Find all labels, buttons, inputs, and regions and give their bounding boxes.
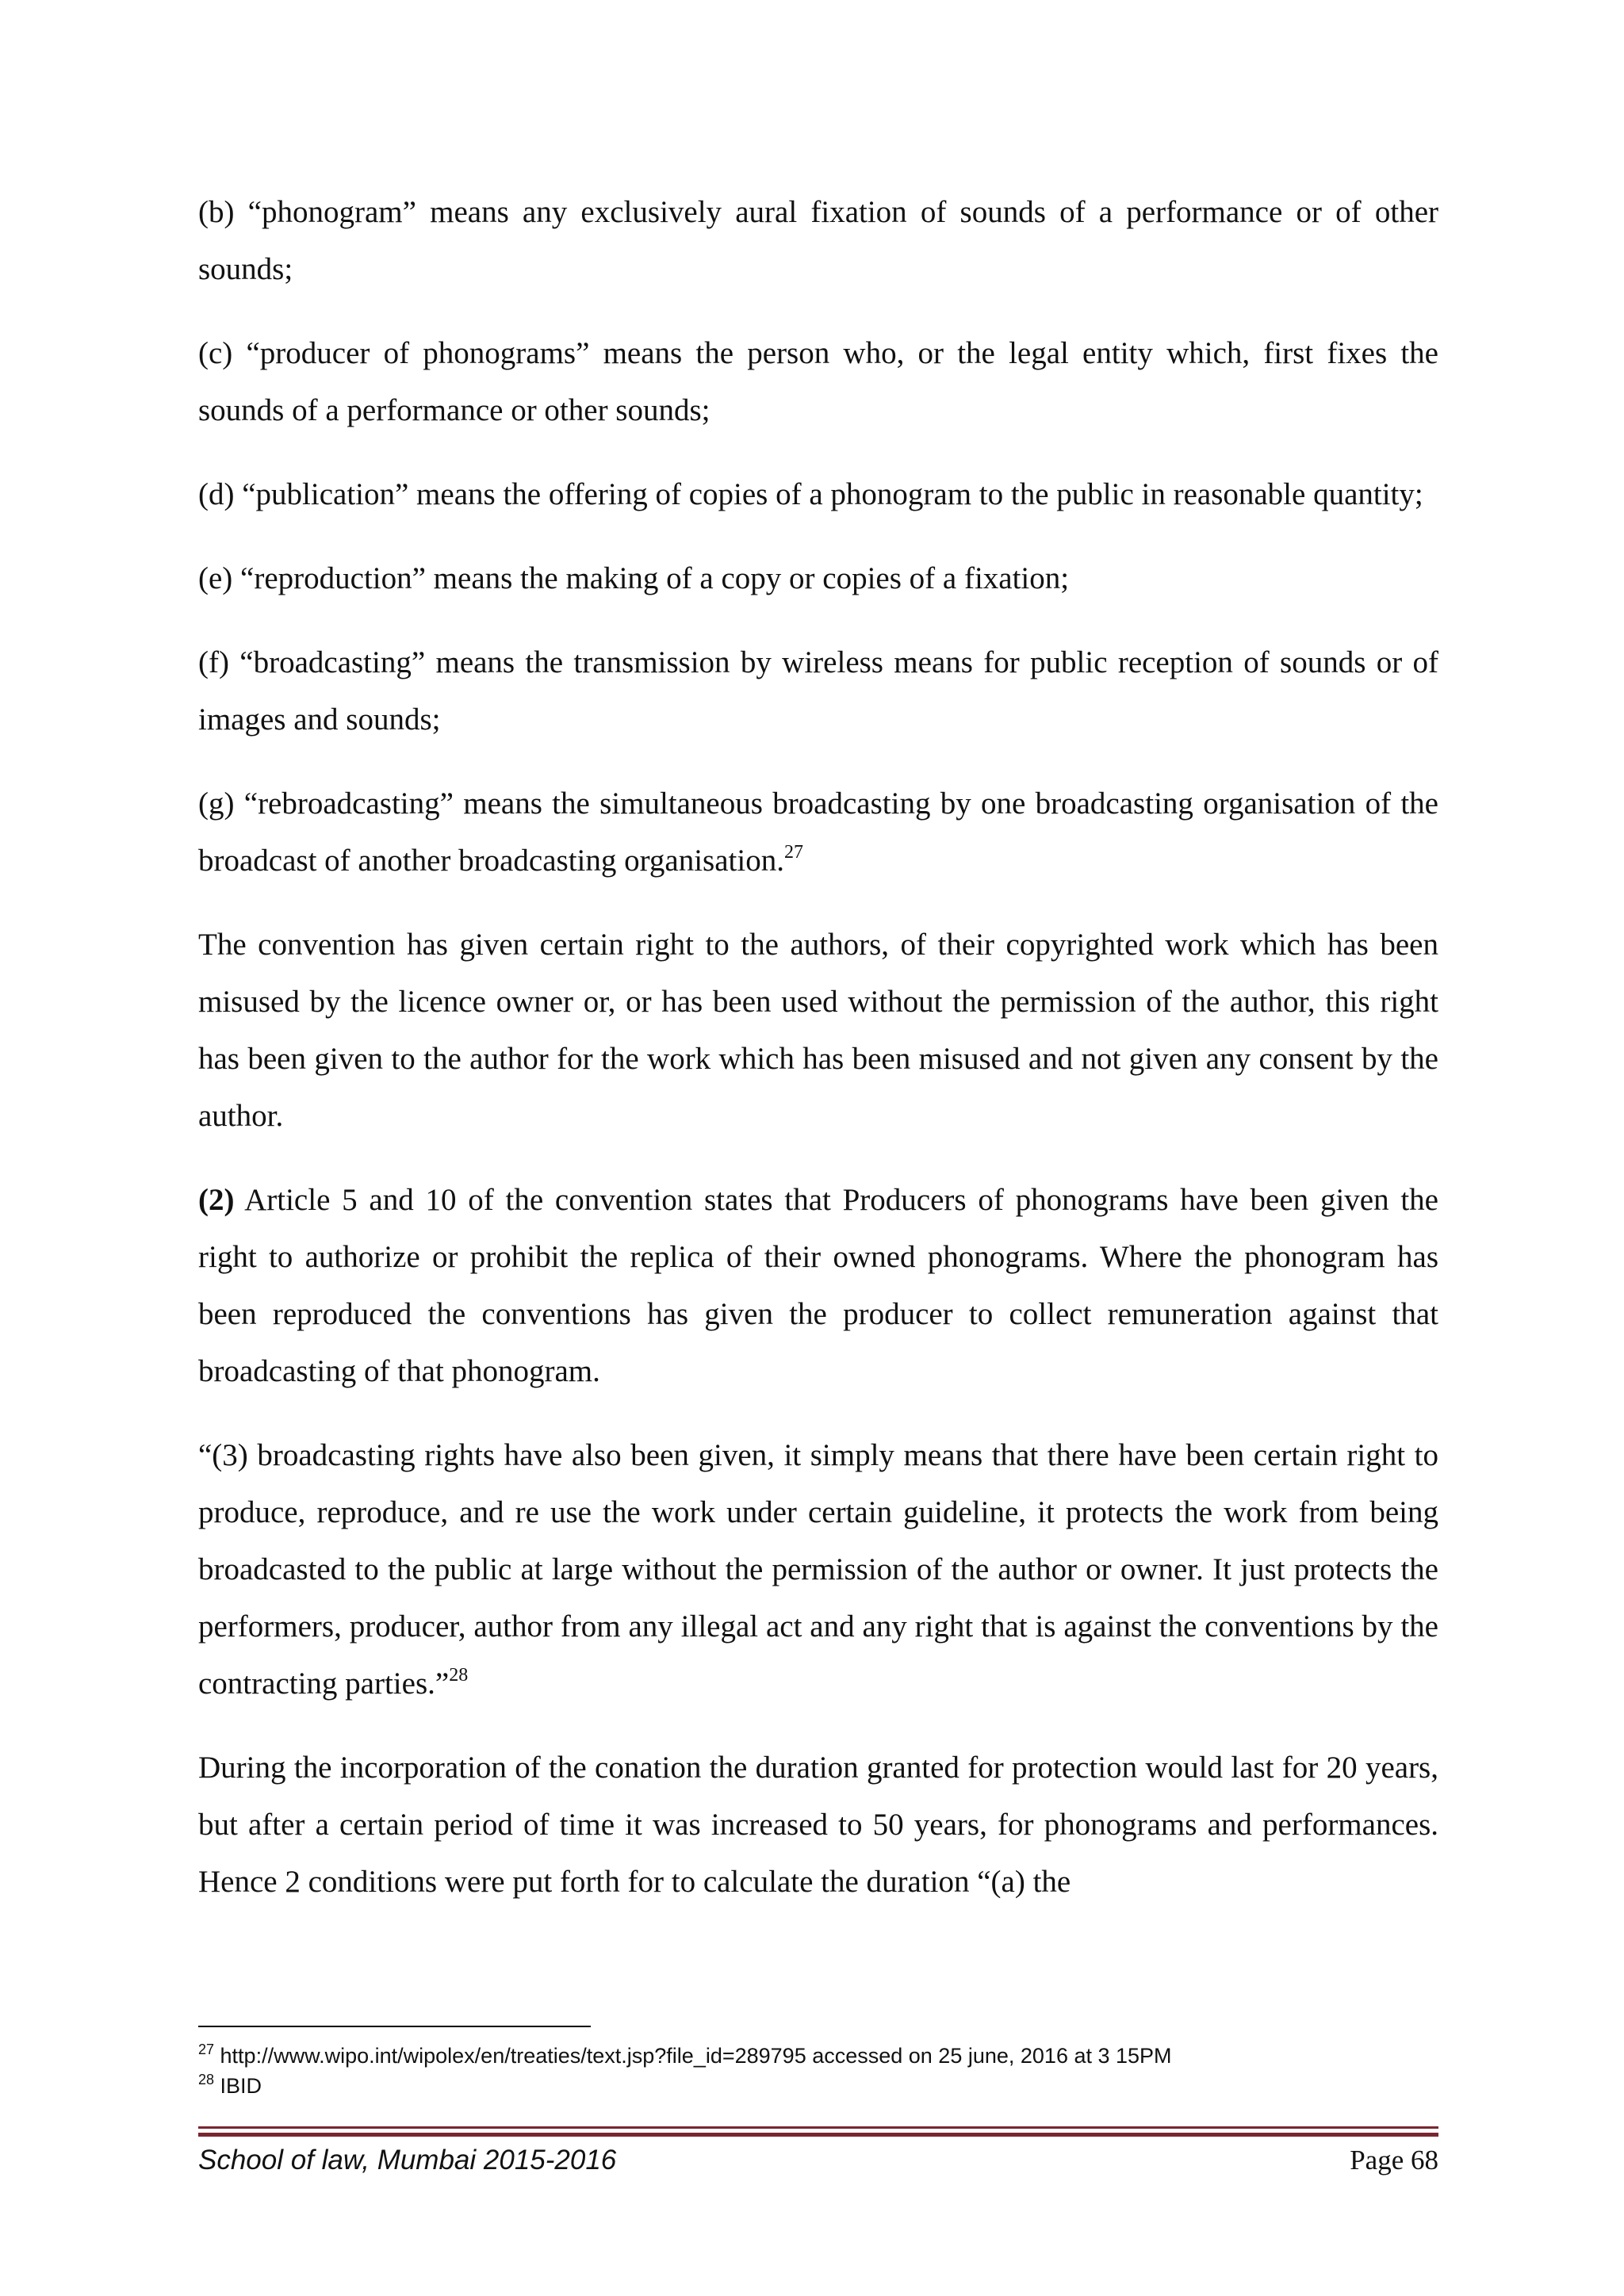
paragraph-duration: During the incorporation of the conation the duration granted for protection would last for 20 years, but after a certain period of time it was increased to 50 years, for phonograms and performances. Hence 2 conditions were put forth for to calculate the duration “(a) the: [198, 1751, 1438, 1899]
page-number: Page 68: [1350, 2145, 1438, 2175]
definition-publication: (d) “publication” means the offering of copies of a phonogram to the public in reasonable quantity;: [198, 477, 1423, 511]
footnote-ref-28: 28: [449, 1665, 469, 1686]
main-text: [198, 184, 1438, 1911]
footnote-number: 27: [198, 2042, 215, 2057]
footnote-separator: [198, 2026, 591, 2027]
footnote-text: IBID: [214, 2074, 262, 2098]
paragraph-number-2: (2): [198, 1183, 235, 1217]
footer-rule-thin: [198, 2126, 1438, 2129]
paragraph-producer-rights-text: Article 5 and 10 of the convention states that Producers of phonograms have been given the right to authorize or prohibit the replica of their owned phonograms. Where the phonogram has been reproduced the conventions has given the producer to collect remuneration against that broadcasting of that phonogram.: [198, 1183, 1438, 1388]
definition-producer: (c) “producer of phonograms” means the person who, or the legal entity which, first fixes the sounds of a performance or other sounds;: [198, 336, 1438, 427]
paragraph-broadcasting-rights-text: “(3) broadcasting rights have also been given, it simply means that there have been certain right to produce, reproduce, and re use the work under certain guideline, it protects the work from being broadcasted to the public at large without the permission of the author or owner. It just protects the performers, producer, author from any illegal act and any right that is against the conventions by the contracting parties.”: [198, 1438, 1438, 1701]
footer-rule-thick: [198, 2133, 1438, 2137]
footer-institution: School of law, Mumbai 2015-2016: [198, 2145, 617, 2175]
paragraph-broadcasting-rights: [198, 1427, 1438, 1712]
definition-rebroadcasting: [198, 775, 1438, 890]
footnote-link-text: http://www.wipo.int/wipolex/en/treaties/text.jsp?file_id=289795 accessed on 25 june, 2016 at 3 15PM: [214, 2044, 1172, 2068]
paragraph-author-rights: The convention has given certain right to the authors, of their copyrighted work which has been misused by the licence owner or, or has been used without the permission of the author, this right has been given to the author for the work which has been misused and not given any consent by the author.: [198, 928, 1438, 1133]
definition-reproduction: (e) “reproduction” means the making of a copy or copies of a fixation;: [198, 561, 1070, 595]
definition-rebroadcasting-text: (g) “rebroadcasting” means the simultaneous broadcasting by one broadcasting organisation of the broadcast of another broadcasting organisation.: [198, 786, 1438, 878]
footnote-28: [198, 2071, 1438, 2101]
definition-phonogram: (b) “phonogram” means any exclusively aural fixation of sounds of a performance or of other sounds;: [198, 195, 1438, 286]
footnote-number: 28: [198, 2072, 215, 2087]
paragraph-producer-rights: [198, 1172, 1438, 1400]
footnotes: [198, 2041, 1438, 2101]
page-footer: [198, 2141, 1438, 2180]
definition-broadcasting: (f) “broadcasting” means the transmission by wireless means for public reception of sounds or of images and sounds;: [198, 645, 1438, 737]
footnote-ref-27: 27: [783, 842, 803, 863]
footnote-27: [198, 2041, 1438, 2071]
